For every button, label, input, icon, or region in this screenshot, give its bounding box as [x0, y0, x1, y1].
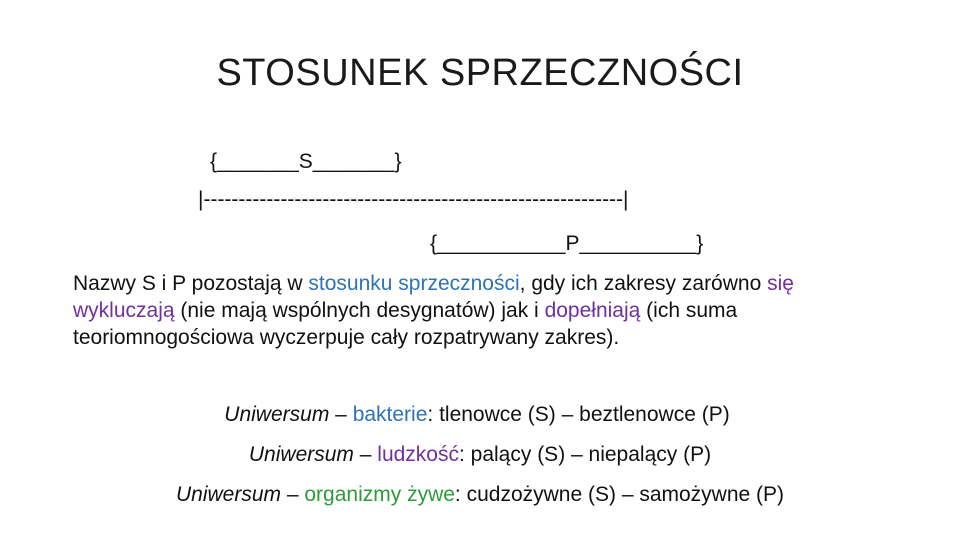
example-dash: – [281, 483, 305, 506]
example-humanity [0, 441, 960, 468]
term-exclude: się wykluczają [73, 272, 794, 322]
universe-label: Uniwersum [248, 443, 354, 466]
definition-text: Nazwy S i P pozostają w [73, 272, 309, 295]
universe-range-line: |------------------------------------------------------------| [198, 188, 629, 211]
example-dash: – [353, 443, 378, 466]
term-complement: dopełniają [544, 299, 641, 322]
term-contradiction: stosunku sprzeczności [308, 272, 520, 295]
example-domain: organizmy żywe [304, 483, 455, 506]
s-range-line: {_______S_______} [210, 150, 402, 173]
example-bacteria [0, 401, 957, 428]
example-organisms [0, 481, 960, 508]
universe-label: Uniwersum [224, 403, 330, 426]
definition-text: (ich suma teoriomnogościowa wyczerpuje cały rozpatrywany zakres). [73, 299, 738, 349]
example-pair: : cudzożywne (S) – samożywne (P) [454, 483, 785, 506]
definition-paragraph [73, 270, 833, 351]
example-pair: : palący (S) – niepalący (P) [458, 443, 712, 466]
definition-text: (nie mają wspólnych desygnatów) jak i [174, 299, 545, 322]
example-dash: – [329, 403, 353, 426]
example-domain: bakterie [352, 403, 428, 426]
example-pair: : tlenowce (S) – beztlenowce (P) [427, 403, 730, 426]
example-domain: ludzkość [377, 443, 459, 466]
p-range-line: {___________P__________} [430, 232, 704, 255]
definition-text: , gdy ich zakresy zarówno [519, 272, 768, 295]
universe-label: Uniwersum [175, 483, 281, 506]
slide-title: STOSUNEK SPRZECZNOŚCI [216, 52, 744, 94]
